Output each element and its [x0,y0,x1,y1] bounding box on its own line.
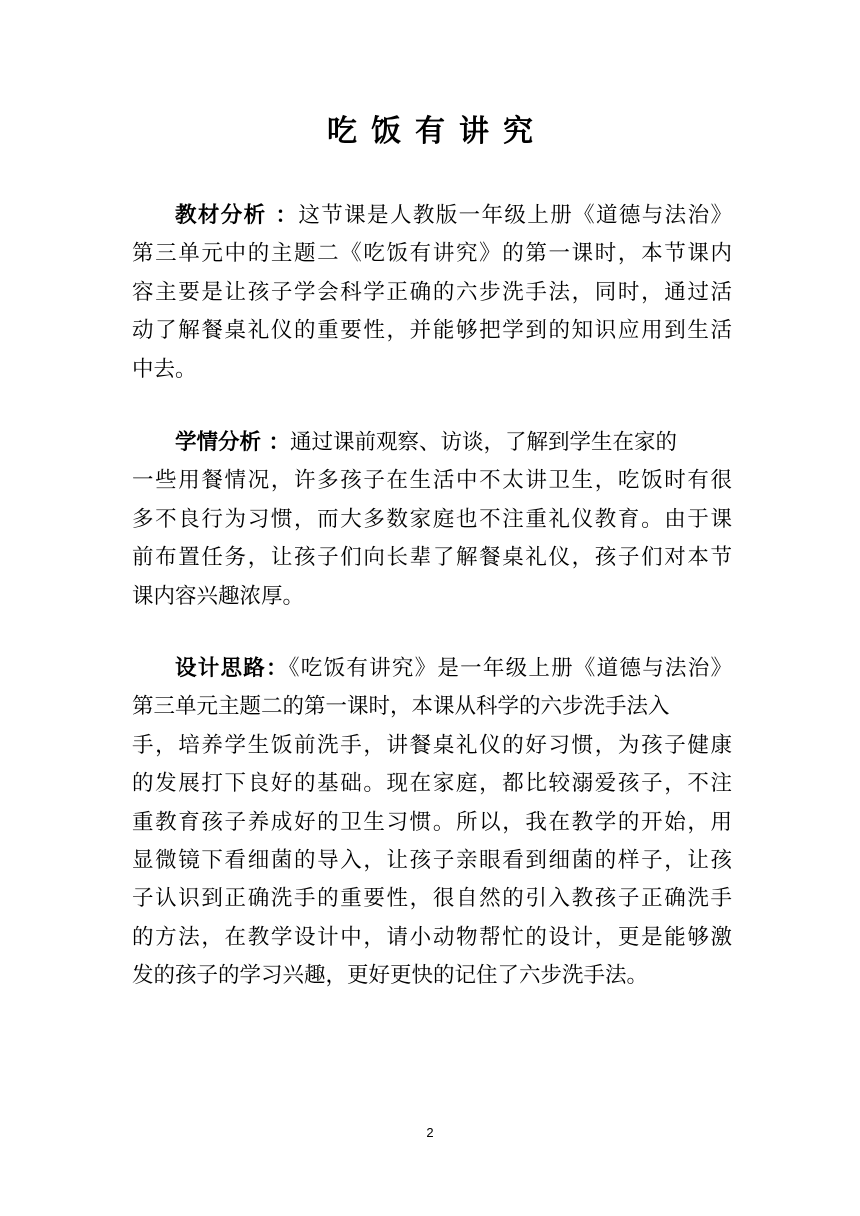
section-textbook-analysis [132,197,732,389]
paragraph-line: 显微镜下看细菌的导入，让孩子亲眼看到细菌的样子，让孩 [132,847,732,873]
paragraph-line: 子认识到正确洗手的重要性，很自然的引入教孩子正确洗手 [132,886,732,912]
paragraph-line: 学情分析 ：通过课前观察、访谈，了解到学生在家的 [175,430,678,455]
paragraph-line: 容主要是让孩子学会科学正确的六步洗手法，同时，通过活 [132,279,732,305]
document-title: 吃饭有讲究 [327,114,547,149]
paragraph-line: 设计思路：《吃饭有讲究》是一年级上册《道德与法治》 [175,656,732,681]
paragraph-line: 的发展打下良好的基础。现在家庭，都比较溺爱孩子，不注 [132,771,732,797]
paragraph-line: 手，培养学生饭前洗手，讲餐桌礼仪的好习惯，为孩子健康 [132,732,732,758]
paragraph-line: 发的孩子的学习兴趣，更好更快的记住了六步洗手法。 [132,963,649,989]
paragraph-line: 多不良行为习惯，而大多数家庭也不注重礼仪教育。由于课 [132,506,732,532]
paragraph-line: 动了解餐桌礼仪的重要性，并能够把学到的知识应用到生活 [132,318,732,344]
section-label: 设计思路： [175,656,289,681]
section-label: 学情分析 ： [175,430,290,455]
paragraph-line: 重教育孩子养成好的卫生习惯。所以，我在教学的开始，用 [132,809,732,835]
section-design-idea [132,650,732,996]
paragraph-line: 第三单元主题二的第一课时，本课从科学的六步洗手法入 [132,694,670,720]
section-learner-analysis [132,424,732,616]
paragraph-line: 一些用餐情况，许多孩子在生活中不太讲卫生，吃饭时有很 [132,468,732,494]
paragraph-line: 第三单元中的主题二《吃饭有讲究》的第一课时，本节课内 [132,241,732,267]
paragraph-line: 的方法，在教学设计中，请小动物帮忙的设计，更是能够激 [132,924,732,950]
paragraph-line: 教材分析 ：这节课是人教版一年级上册《道德与法治》 [175,203,732,228]
page-number: 2 [426,1125,434,1140]
paragraph-line: 前布置任务，让孩子们向长辈了解餐桌礼仪，孩子们对本节 [132,545,732,571]
section-label: 教材分析 ： [175,203,299,228]
paragraph-line: 课内容兴趣浓厚。 [132,583,305,609]
paragraph-line: 中去。 [132,356,197,382]
